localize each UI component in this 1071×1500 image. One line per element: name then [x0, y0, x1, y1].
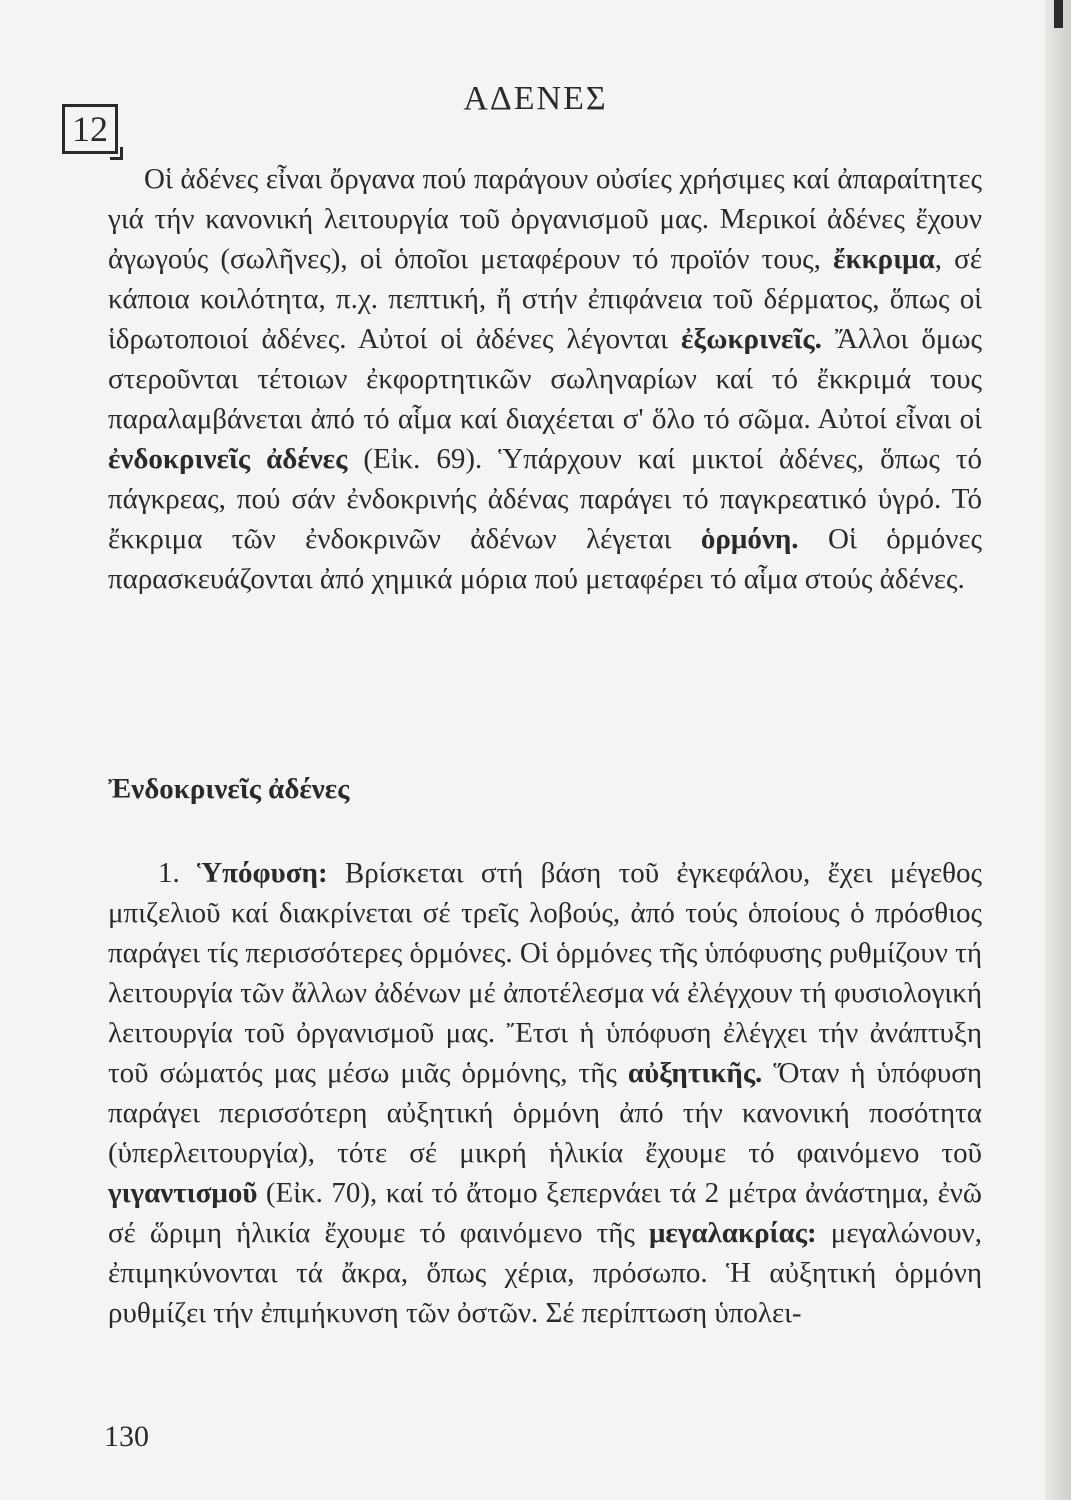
text-run: Ἄλλοι ὅμως στεροῦνται τέτοιων ἐκφορτητικῶν σωληναρίων καί τό ἔκκριμά τους παραλαμβάνεται ἀπό τό αἷμα καί διαχέεται σ' ὅλο τό σῶμα. Αὐτοί εἶναι οἱ: [108, 323, 982, 435]
pituitary-paragraph: [108, 853, 982, 1333]
text-run: Ὅταν ἡ ὑπόφυση παράγει περισσότερη αὐξητική ὁρμόνη ἀπό τήν κανονική ποσότητα (ὑπερλειτουργία), τότε σέ μικρή ἡλικία ἔχουμε τό φαινόμενο τοῦ: [108, 1057, 982, 1169]
bold-term: μεγαλακρίας:: [648, 1217, 817, 1249]
text-run: Οἱ ὁρμόνες παρασκευάζονται ἀπό χημικά μόρια πού μεταφέρει τό αἷμα στούς ἀδένες.: [108, 523, 982, 595]
text-run: (Εἰκ. 69). Ὑπάρχουν καί μικτοί ἀδένες, ὅπως τό πάγκρεας, πού σάν ἐνδοκρινής ἀδένας παράγει τό παγκρεατικό ὑγρό. Τό ἔκκριμα τῶν ἐνδοκρινῶν ἀδένων λέγεται: [108, 443, 982, 555]
text-run: Βρίσκεται στή βάση τοῦ ἐγκεφάλου, ἔχει μέγεθος μπιζελιοῦ καί διακρίνεται σέ τρεῖς λοβούς, ἀπό τούς ὁποίους ὁ πρόσθιος παράγει τίς περισσότερες ὁρμόνες. Οἱ ὁρμόνες τῆς ὑπόφυσης ρυθμίζουν τή λειτουργία τῶν ἄλλων ἀδένων μέ ἀποτέλεσμα νά ἐλέγχουν τή φυσιολογική λειτουργία τοῦ ὀργανισμοῦ μας. Ἔτσι ἡ ὑπόφυση ἐλέγχει τήν ἀνάπτυξη τοῦ σώματός μας μέσω μιᾶς ὁρμόνης, τῆς: [108, 857, 983, 1089]
bold-term: ἐξωκρινεῖς.: [680, 323, 822, 355]
bold-term: ἐνδοκρινεῖς ἀδένες: [108, 443, 348, 475]
page-title: ΑΔΕΝΕΣ: [463, 80, 608, 117]
text-run: 1.: [158, 857, 198, 889]
intro-paragraph: [108, 159, 982, 599]
bold-term: γιγαντισμοῦ: [108, 1177, 258, 1209]
bold-term: Ὑπόφυση:: [197, 857, 328, 889]
text-run: Οἱ ἀδένες εἶναι ὄργανα πού παράγουν οὐσίες χρήσιμες καί ἀπαραίτητες γιά τήν κανονική λειτουργία τοῦ ὀργανισμοῦ μας. Μερικοί ἀδένες ἔχουν ἀγωγούς (σωλῆνες), οἱ ὁποῖοι μεταφέρουν τό προϊόν τους,: [108, 163, 982, 275]
text-run: μεγαλώνουν, ἐπιμηκύνονται τά ἄκρα, ὅπως χέρια, πρόσωπο. Ἡ αὐξητική ὁρμόνη ρυθμίζει τήν ἐπιμήκυνση τῶν ὀστῶν. Σέ περίπτωση ὑπολει-: [108, 1217, 982, 1329]
section-heading: Ἐνδοκρινεῖς ἀδένες: [108, 773, 350, 805]
bold-term: ὁρμόνη.: [700, 523, 799, 555]
bold-term: αὐξητικῆς.: [627, 1057, 763, 1089]
chapter-number-box: 12: [62, 104, 118, 154]
page-number: 130: [104, 1420, 149, 1453]
text-run: (Εἰκ. 70), καί τό ἄτομο ξεπερνάει τά 2 μέτρα ἀνάστημα, ἐνῶ σέ ὥριμη ἡλικία ἔχουμε τό φαινόμενο τῆς: [108, 1177, 982, 1249]
bold-term: ἔκκριμα: [833, 243, 935, 275]
page-edge-shadow: [1045, 0, 1071, 1500]
text-run: , σέ κάποια κοιλότητα, π.χ. πεπτική, ἤ στήν ἐπιφάνεια τοῦ δέρματος, ὅπως οἱ ἱδρωτοποιοί ἀδένες. Αὐτοί οἱ ἀδένες λέγονται: [108, 243, 982, 355]
